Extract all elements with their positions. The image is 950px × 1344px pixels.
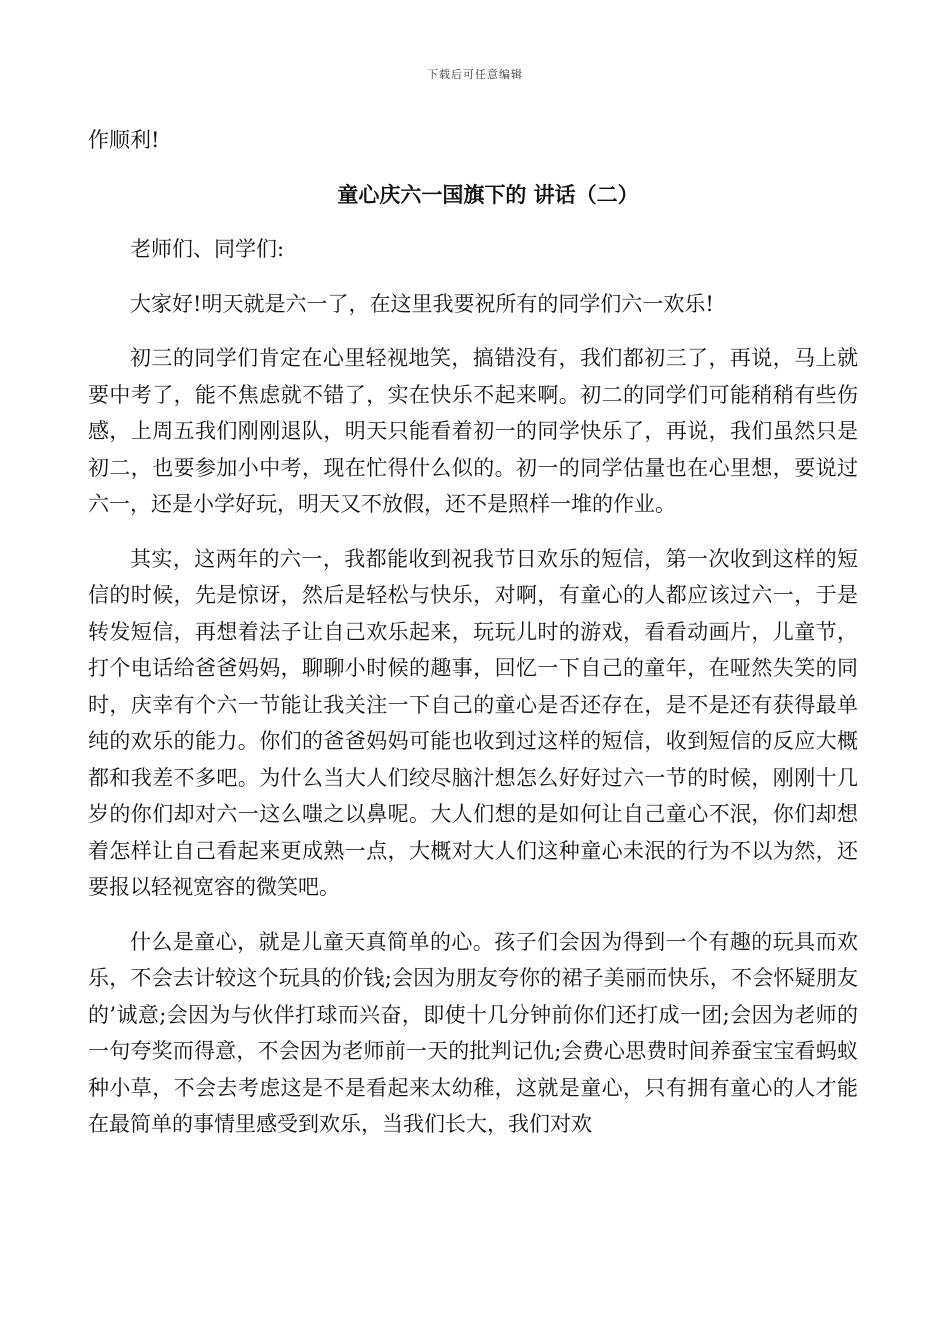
document-title: 童心庆六一国旗下的 讲话（二） bbox=[337, 181, 639, 207]
paragraph: 其实，这两年的六一，我都能收到祝我节日欢乐的短信，第一次收到这样的短信的时候，先是惊讶，然后是轻松与快乐，对啊，有童心的人都应该过六一，于是转发短信，再想着法子让自己欢乐起来，玩玩儿时的游戏，看看动画片，儿童节，打个电话给爸爸妈妈，聊聊小时候的趣事，回忆一下自己的童年，在哑然失笑的同时，庆幸有个六一节能让我关注一下自己的童心是否还存在，是不是还有获得最单纯的欢乐的能力。你们的爸爸妈妈可能也收到过这样的短信，收到短信的反应大概都和我差不多吧。为什么当大人们绞尽脑汁想怎么好好过六一节的时候，刚刚十几岁的你们却对六一这么嗤之以鼻呢。大人们想的是如何让自己童心不泯，你们却想着怎样让自己看起来更成熟一点，大概对大人们这种童心未泯的行为不以为然，还要报以轻视宽容的微笑吧。 bbox=[88, 546, 858, 899]
document-body bbox=[88, 122, 858, 1161]
paragraph: 大家好!明天就是六一了，在这里我要祝所有的同学们六一欢乐! bbox=[130, 291, 714, 316]
page-header: 下载后可任意编辑 bbox=[427, 68, 523, 81]
paragraph: 初三的同学们肯定在心里轻视地笑，搞错没有，我们都初三了，再说，马上就要中考了，能不焦虑就不错了，实在快乐不起来啊。初二的同学们可能稍稍有些伤感，上周五我们刚刚退队，明天只能看着初一的同学快乐了，再说，我们虽然只是初二，也要参加小中考，现在忙得什么似的。初一的同学估量也在心里想，要说过六一，还是小学好玩，明天又不放假，还不是照样一堆的作业。 bbox=[88, 346, 858, 516]
continuation-text: 作顺利! bbox=[88, 128, 160, 152]
paragraph: 什么是童心，就是儿童天真简单的心。孩子们会因为得到一个有趣的玩具而欢乐，不会去计较这个玩具的价钱;会因为朋友夸你的裙子美丽而快乐，不会怀疑朋友的’诚意;会因为与伙伴打球而兴奋，即使十几分钟前你们还打成一团;会因为老师的一句夸奖而得意，不会因为老师前一天的批判记仇;会费心思费时间养蚕宝宝看蚂蚁种小草，不会去考虑这是不是看起来太幼稚，这就是童心，只有拥有童心的人才能在最简单的事情里感受到欢乐，当我们长大，我们对欢 bbox=[88, 929, 858, 1136]
salutation: 老师们、同学们: bbox=[130, 237, 285, 261]
